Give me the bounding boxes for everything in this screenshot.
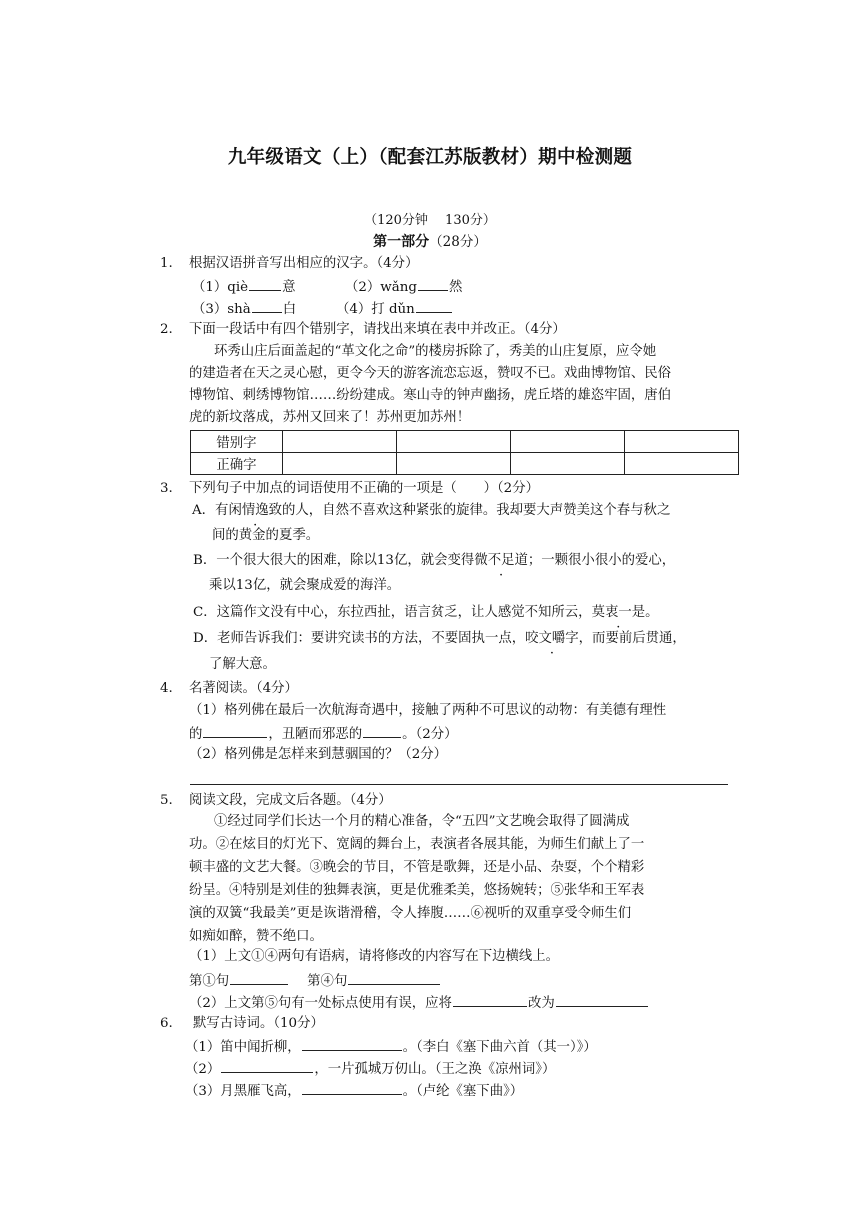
q6-number: 6. [160, 1016, 173, 1031]
q3-b-post: ；一颗很小很小的爱心， [527, 553, 676, 568]
q5-passage-line-4: 纷呈。④特别是刘佳的独舞表演，更是优雅柔美，悠扬婉转；⑤张华和王军表 [189, 883, 645, 898]
q6-line3-text-b: 。（卢纶《塞下曲》） [402, 1084, 524, 1099]
wrong-char-header: 错别字 [191, 431, 283, 453]
q3-a-pre: A．有 [192, 503, 229, 518]
q3-d-dotted-word: 咬文嚼字 [525, 631, 579, 646]
q3-c-pre: C．这篇作文没有中心，东拉西扯，语言贫乏，让人感觉不知所云， [193, 605, 592, 620]
q6-line1-text-a: （1）笛中闻折柳， [185, 1040, 301, 1055]
q1-b-pinyin: （2）wǎng [345, 280, 417, 295]
table-row [191, 431, 739, 453]
q3-option-d [193, 629, 686, 649]
q1-item-c [192, 298, 296, 320]
q2-passage-line-1: 环秀山庄后面盖起的“革文化之命”的楼房拆除了，秀美的山庄复原，应令她 [214, 344, 657, 359]
q1-item-b [345, 276, 462, 298]
q1-c-char: 白 [282, 302, 297, 317]
wrong-char-cell[interactable] [625, 431, 739, 453]
q2-number: 2. [160, 322, 173, 337]
q4-number: 4. [160, 681, 173, 696]
q4-blank-1[interactable] [203, 723, 267, 738]
q5-sub2 [189, 992, 649, 1014]
q4-sub2: （2）格列佛是怎样来到慧骃国的？（2分） [189, 747, 448, 762]
part-one-label: 第一部分 [373, 234, 430, 250]
q5-passage-line-6: 如痴如醉，赞不绝口。 [189, 929, 323, 944]
q3-c-dotted-word: 莫衷一是 [591, 605, 646, 620]
q3-option-a [192, 501, 670, 521]
q6-line2-blank[interactable] [221, 1058, 313, 1073]
q5-sub2-text-b: 改为 [527, 996, 555, 1011]
q1-a-pinyin: （1）qiè [192, 280, 249, 295]
q3-stem: 下列句子中加点的词语使用不正确的一项是（ ）（2分） [189, 481, 539, 496]
q1-b-blank[interactable] [418, 276, 448, 291]
q1-a-char: 意 [282, 280, 296, 295]
wrong-char-cell[interactable] [511, 431, 625, 453]
q3-c-post: 。 [645, 605, 659, 620]
correct-char-cell[interactable] [397, 453, 511, 475]
q3-option-a-cont: 间的黄金的夏季。 [212, 528, 320, 543]
q3-a-dotted-word: 闲情逸致 [228, 503, 283, 518]
q4-sub1-text-b: ，丑陋而邪恶的 [268, 727, 363, 742]
q5-passage-line-5: 演的双簧“我最美”更是诙谐滑稽，令人捧腹……⑥视听的双重享受令师生们 [189, 906, 632, 921]
table-row [191, 453, 739, 475]
q1-d-pinyin: （4）打 dǔn [336, 302, 415, 317]
q6-line1-blank[interactable] [302, 1036, 402, 1051]
part-one-score: （28分） [429, 234, 487, 250]
q5-passage-line-2: 功。②在炫目的灯光下、宽阔的舞台上，表演者各展其能，为师生们献上了一 [189, 837, 645, 852]
q1-c-pinyin: （3）shà [192, 302, 251, 317]
q4-sub1-line1: （1）格列佛在最后一次航海奇遇中，接触了两种不可思议的动物：有美德有理性 [189, 703, 667, 718]
part-one-heading [0, 230, 860, 251]
q5-sub2-blank-2[interactable] [556, 992, 648, 1007]
q2-passage-line-3: 博物馆、刺绣博物馆……纷纷建成。寒山寺的钟声幽扬，虎丘塔的雄恣牢固，唐伯 [189, 388, 672, 403]
q5-sub2-text-a: （2）上文第⑤句有一处标点使用有误，应将 [189, 996, 452, 1011]
q2-passage-line-4: 虎的新坟落成，苏州又回来了！苏州更加苏州！ [189, 410, 471, 425]
q5-passage-line-1: ①经过同学们长达一个月的精心准备，令“五四”文艺晚会取得了圆满成 [214, 814, 630, 829]
q1-stem: 根据汉语拼音写出相应的汉字。（4分） [189, 256, 419, 271]
q6-line1-text-b: 。（李白《塞下曲六首（其一）》） [402, 1040, 597, 1055]
q3-d-post: ，而要前后贯通， [578, 631, 686, 646]
correct-char-cell[interactable] [625, 453, 739, 475]
q6-line2-text-a: （2） [185, 1062, 221, 1077]
q1-c-blank[interactable] [252, 298, 282, 313]
q5-sub1: （1）上文①④两句有语病，请将修改的内容写在下边横线上。 [189, 949, 560, 964]
wrong-char-cell[interactable] [283, 431, 397, 453]
q3-option-d-cont: 了解大意。 [209, 657, 276, 672]
q5-sub2-blank-1[interactable] [453, 992, 527, 1007]
q4-sub1-text-a: 的 [189, 727, 203, 742]
q4-stem: 名著阅读。（4分） [189, 681, 298, 696]
q1-d-blank[interactable] [416, 298, 452, 313]
q4-blank-2[interactable] [363, 723, 401, 738]
q3-option-b-cont: 乘以13亿，就会聚成爱的海洋。 [209, 578, 401, 593]
q6-line3-text-a: （3）月黑雁飞高， [185, 1084, 301, 1099]
correct-char-cell[interactable] [283, 453, 397, 475]
q6-stem: 默写古诗词。（10分） [193, 1016, 324, 1031]
q6-line3-blank[interactable] [302, 1080, 402, 1095]
q3-d-pre: D．老师告诉我们：要讲究读书的方法，不要固执一点， [193, 631, 526, 646]
q6-line-1 [185, 1036, 597, 1058]
exam-title: 九年级语文（上）（配套江苏版教材）期中检测题 [227, 147, 633, 168]
q6-line-2 [185, 1058, 555, 1080]
q5-sentence4-label: 第④句 [307, 974, 348, 989]
q5-sentence1-label: 第①句 [189, 974, 230, 989]
q4-answer-line[interactable] [190, 784, 728, 785]
q2-correction-table [190, 430, 739, 475]
q1-number: 1. [160, 256, 173, 271]
correct-char-cell[interactable] [511, 453, 625, 475]
q4-sub1-line2 [189, 723, 458, 745]
q6-line-3 [185, 1080, 523, 1102]
q6-line2-text-b: ，一片孤城万仞山。（王之涣《凉州词》） [314, 1062, 556, 1077]
q3-a-post: 的人，自然不喜欢这种紧张的旋律。我却要大声赞美这个春与秋之 [282, 503, 671, 518]
q3-option-b [193, 551, 675, 571]
q2-stem: 下面一段话中有四个错别字，请找出来填在表中并改正。（4分） [189, 322, 566, 337]
q1-b-char: 然 [448, 280, 463, 295]
q1-item-a [192, 276, 295, 298]
q5-sub1-answers [189, 970, 441, 992]
q4-sub1-text-c: 。（2分） [402, 727, 458, 742]
q5-sentence1-blank[interactable] [230, 970, 288, 985]
q3-number: 3. [160, 481, 173, 496]
q3-b-pre: B．一个很大很大的困难，除以13亿，就会变得 [193, 553, 475, 568]
q3-b-dotted-word: 微不足道 [474, 553, 528, 568]
q2-passage-line-2: 的建造者在天之灵心慰，更令今天的游客流恋忘返，赞叹不已。戏曲博物馆、民俗 [189, 366, 672, 381]
q5-sentence4-blank[interactable] [348, 970, 440, 985]
q5-passage-line-3: 顿丰盛的文艺大餐。③晚会的节目，不管是歌舞，还是小品、杂耍，个个精彩 [189, 860, 645, 875]
wrong-char-cell[interactable] [397, 431, 511, 453]
q3-option-c [193, 603, 659, 623]
exam-time-score: （120分钟 130分） [364, 213, 496, 228]
q5-number: 5. [160, 793, 173, 808]
q1-a-blank[interactable] [249, 276, 281, 291]
q5-stem: 阅读文段，完成文后各题。（4分） [189, 793, 392, 808]
correct-char-header: 正确字 [191, 453, 283, 475]
q1-item-d [336, 298, 453, 320]
